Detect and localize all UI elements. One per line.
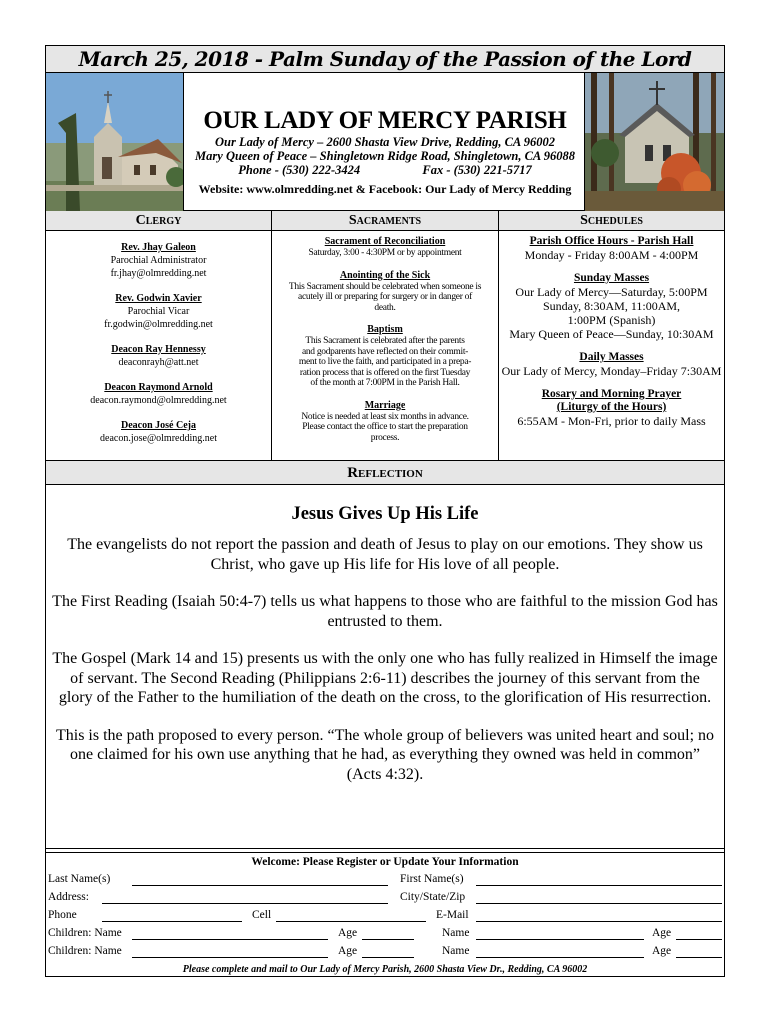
schedule-text: 1:00PM (Spanish)	[567, 313, 656, 327]
clergy-heading: Clergy	[46, 211, 272, 231]
reflection-title: Jesus Gives Up His Life	[291, 504, 479, 524]
sacrament-title: Anointing of the Sick	[339, 269, 431, 281]
phone-field[interactable]	[102, 921, 242, 922]
sacrament-text: Notice is needed at least six months in advance.	[301, 411, 469, 422]
clergy-role: Parochial Vicar	[127, 306, 190, 317]
sacrament-text: Please contact the office to start the preparation	[302, 422, 468, 432]
schedule-entry	[499, 235, 724, 262]
reflection-heading: Reflection	[46, 461, 724, 485]
child-age-field[interactable]	[362, 939, 414, 940]
sacrament-text: acutely ill or preparing for surgery or in danger of	[298, 292, 472, 302]
schedule-title: Parish Office Hours - Parish Hall	[529, 235, 694, 247]
date-banner: March 25, 2018 - Palm Sunday of the Passion of the Lord	[46, 46, 724, 73]
clergy-name: Rev. Godwin Xavier	[115, 293, 202, 304]
age-label: Age	[338, 927, 358, 939]
child-name-field-2[interactable]	[476, 939, 644, 940]
child-age-field-2[interactable]	[676, 939, 722, 940]
sacraments-heading: Sacraments	[272, 211, 499, 231]
schedule-text: Monday - Friday 8:00AM - 4:00PM	[524, 248, 699, 262]
schedule-title: Daily Masses	[579, 351, 644, 363]
clergy-entry	[46, 343, 271, 369]
schedule-text: Our Lady of Mercy, Monday–Friday 7:30AM	[501, 364, 722, 378]
schedule-title: Rosary and Morning Prayer	[541, 388, 682, 400]
last-name-label: Last Name(s)	[48, 873, 111, 885]
sacrament-text: death.	[374, 302, 396, 313]
sacrament-entry	[282, 324, 488, 389]
parish-name: OUR LADY OF MERCY PARISH	[203, 107, 567, 134]
name-label: Name	[442, 927, 470, 939]
form-row-address	[48, 889, 722, 907]
child-name-field-4[interactable]	[476, 957, 644, 958]
sacrament-title: Sacrament of Reconciliation	[324, 236, 446, 247]
schedule-text: 6:55AM - Mon-Fri, prior to daily Mass	[517, 414, 706, 428]
contact-line	[186, 163, 584, 177]
age-label: Age	[652, 927, 672, 939]
phone-label: Phone	[48, 909, 77, 921]
reflection-paragraph: This is the path proposed to every person. “The whole group of believers was united heart and soul; no one claimed for his own use anything that he had, as everything they owned was held in common” (Acts 4:32).	[55, 726, 715, 783]
sacrament-text: ment to live the faith, and participated in a prepa-	[298, 357, 472, 367]
reflection-section	[46, 485, 724, 849]
form-row-children-1	[48, 925, 722, 943]
clergy-entry	[46, 292, 271, 331]
sacrament-text: ration process that is offered on the first Tuesday	[299, 367, 471, 378]
last-name-field[interactable]	[132, 885, 388, 886]
cell-label: Cell	[252, 909, 272, 921]
address-line-1: Our Lady of Mercy – 2600 Shasta View Drive, Redding, CA 96002	[215, 135, 555, 149]
clergy-entry	[46, 419, 271, 445]
clergy-role: Parochial Administrator	[110, 255, 207, 266]
sacrament-title: Marriage	[364, 399, 406, 411]
clergy-name: Deacon José Ceja	[121, 420, 196, 431]
name-label: Name	[442, 945, 470, 957]
sacrament-text: This Sacrament is celebrated after the parents	[305, 336, 465, 346]
clergy-email[interactable]: fr.godwin@olmredding.net	[104, 319, 213, 330]
reflection-paragraph: The evangelists do not report the passion and death of Jesus to play on our emotions. They show us Christ, who gave up His life for His love of all people.	[67, 536, 703, 573]
sacraments-column	[272, 231, 499, 461]
schedule-subtitle: (Liturgy of the Hours)	[556, 401, 667, 413]
form-row-names	[48, 871, 722, 889]
form-row-phone	[48, 907, 722, 925]
email-label: E-Mail	[436, 909, 469, 921]
clergy-name: Deacon Raymond Arnold	[104, 382, 213, 393]
bulletin-page	[45, 45, 725, 977]
age-label: Age	[338, 945, 358, 957]
column-headings	[46, 211, 724, 231]
parish-info	[186, 73, 584, 211]
child-name-field[interactable]	[132, 939, 328, 940]
form-title: Welcome: Please Register or Update Your Information	[251, 856, 519, 868]
clergy-email[interactable]: fr.jhay@olmredding.net	[110, 268, 207, 279]
sacrament-text: and godparents have reflected on their commit-	[301, 346, 469, 357]
website-line: Website: www.olmredding.net & Facebook: Our Lady of Mercy Redding	[198, 182, 572, 196]
schedule-entry	[499, 351, 724, 378]
schedule-entry	[499, 388, 724, 428]
city-field[interactable]	[476, 903, 722, 904]
reflection-paragraph: The Gospel (Mark 14 and 15) presents us with the only one who has fully realized in Himself the image of servant. The Second Reading (Philippians 2:6-11) describes the journey of this servant from the glory of the Father to the humiliation of the death on the cross, to the glorification of His resurrection.	[52, 650, 718, 706]
children-name-label: Children: Name	[48, 945, 122, 957]
church-photo-left	[46, 73, 184, 211]
clergy-entry	[46, 381, 271, 407]
schedules-column	[499, 231, 724, 461]
age-label: Age	[652, 945, 672, 957]
schedule-entry	[499, 272, 724, 341]
sacrament-entry	[282, 236, 488, 259]
schedule-title: Sunday Masses	[573, 272, 650, 284]
church-photo-right	[584, 73, 724, 211]
sacrament-text: Saturday, 3:00 - 4:30PM or by appointment	[308, 248, 462, 258]
sacrament-text: of the month at 7:00PM in the Parish Hall.	[310, 378, 460, 388]
address-line-2: Mary Queen of Peace – Shingletown Ridge Road, Shingletown, CA 96088	[195, 149, 575, 163]
email-field[interactable]	[476, 921, 722, 922]
clergy-email[interactable]: deaconrayh@att.net	[118, 357, 199, 368]
city-label: City/State/Zip	[400, 891, 466, 903]
parish-header	[46, 73, 724, 211]
form-footer: Please complete and mail to Our Lady of Mercy Parish, 2600 Shasta View Dr., Redding, CA 96002	[182, 964, 588, 975]
child-age-field-4[interactable]	[676, 957, 722, 958]
schedule-text: Sunday, 8:30AM, 11:00AM,	[542, 299, 681, 313]
address-field[interactable]	[102, 903, 388, 904]
fax-number: Fax - (530) 221-5717	[422, 163, 532, 177]
schedule-text: Our Lady of Mercy—Saturday, 5:00PM	[515, 285, 708, 299]
clergy-entry	[46, 241, 271, 280]
phone-number: Phone - (530) 222-3424	[238, 163, 361, 177]
form-row-children-2	[48, 943, 722, 961]
clergy-name: Rev. Jhay Galeon	[121, 242, 196, 253]
sacrament-title: Baptism	[367, 324, 403, 335]
cell-field[interactable]	[276, 921, 426, 922]
clergy-email[interactable]: deacon.raymond@olmredding.net	[90, 395, 227, 406]
registration-form	[46, 852, 724, 978]
address-label: Address:	[48, 891, 89, 903]
schedule-text: Mary Queen of Peace—Sunday, 10:30AM	[509, 327, 714, 341]
clergy-name: Deacon Ray Hennessy	[111, 344, 206, 355]
info-columns	[46, 231, 724, 461]
first-name-label: First Name(s)	[400, 873, 464, 885]
sacrament-entry	[282, 270, 488, 314]
sacrament-text: This Sacrament should be celebrated when someone is	[288, 281, 482, 292]
child-name-field-3[interactable]	[132, 957, 328, 958]
schedules-heading: Schedules	[580, 213, 643, 228]
first-name-field[interactable]	[476, 885, 722, 886]
clergy-column	[46, 231, 272, 461]
sacrament-entry	[282, 400, 488, 444]
reflection-paragraph: The First Reading (Isaiah 50:4-7) tells us what happens to those who are faithful to the mission God has entrusted to them.	[52, 593, 718, 630]
sacrament-text: process.	[370, 432, 400, 443]
clergy-email[interactable]: deacon.jose@olmredding.net	[100, 433, 217, 444]
children-name-label: Children: Name	[48, 927, 122, 939]
child-age-field-3[interactable]	[362, 957, 414, 958]
